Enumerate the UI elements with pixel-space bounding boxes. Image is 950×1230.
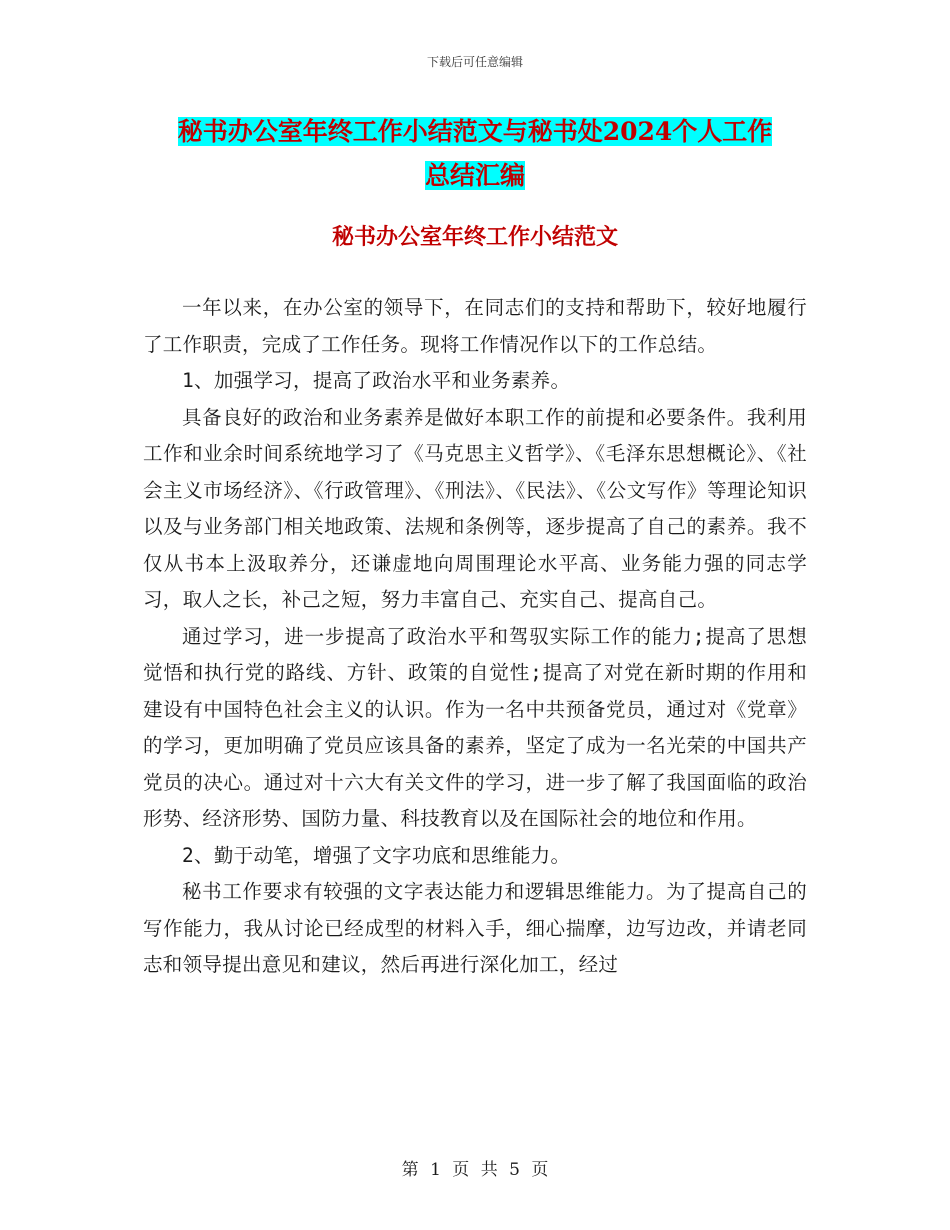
document-title-line-2: 总结汇编 <box>424 161 525 190</box>
document-title <box>140 110 810 198</box>
paragraph: 具备良好的政治和业务素养是做好本职工作的前提和必要条件。我利用工作和业余时间系统地学习了《马克思主义哲学》、《毛泽东思想概论》、《社会主义市场经济》、《行政管理》、《刑法》、《民法》、《公文写作》等理论知识以及与业务部门相关地政策、法规和条例等，逐步提高了自己的素养。我不仅从书本上汲取养分，还谦虚地向周围理论水平高、业务能力强的同志学习，取人之长，补己之短，努力丰富自己、充实自己、提高自己。 <box>143 405 807 611</box>
paragraph-heading-2: 2、勤于动笔，增强了文字功底和思维能力。 <box>182 843 571 867</box>
section-title: 秘书办公室年终工作小结范文 <box>331 224 618 250</box>
body-text <box>143 290 807 984</box>
header-note: 下载后可任意编辑 <box>426 55 523 69</box>
paragraph: 通过学习，进一步提高了政治水平和驾驭实际工作的能力;提高了思想觉悟和执行党的路线、方针、政策的自觉性;提高了对党在新时期的作用和建设有中国特色社会主义的认识。作为一名中共预备党员，通过对《党章》的学习，更加明确了党员应该具备的素养，坚定了成为一名光荣的中国共产党员的决心。通过对十六大有关文件的学习，进一步了解了我国面临的政治形势、经济形势、国防力量、科技教育以及在国际社会的地位和作用。 <box>143 624 807 830</box>
paragraph-heading-1: 1、加强学习，提高了政治水平和业务素养。 <box>182 369 571 392</box>
paragraph: 秘书工作要求有较强的文字表达能力和逻辑思维能力。为了提高自己的写作能力，我从讨论已经成型的材料入手，细心揣摩，边写边改，并请老同志和领导提出意见和建议，然后再进行深化加工，经过 <box>143 880 807 976</box>
paragraph-intro: 一年以来，在办公室的领导下，在同志们的支持和帮助下，较好地履行了工作职责，完成了工作任务。现将工作情况作以下的工作总结。 <box>143 296 807 356</box>
page-footer: 第 1 页 共 5 页 <box>401 1160 549 1180</box>
document-title-line-1: 秘书办公室年终工作小结范文与秘书处2024个人工作 <box>177 117 773 146</box>
